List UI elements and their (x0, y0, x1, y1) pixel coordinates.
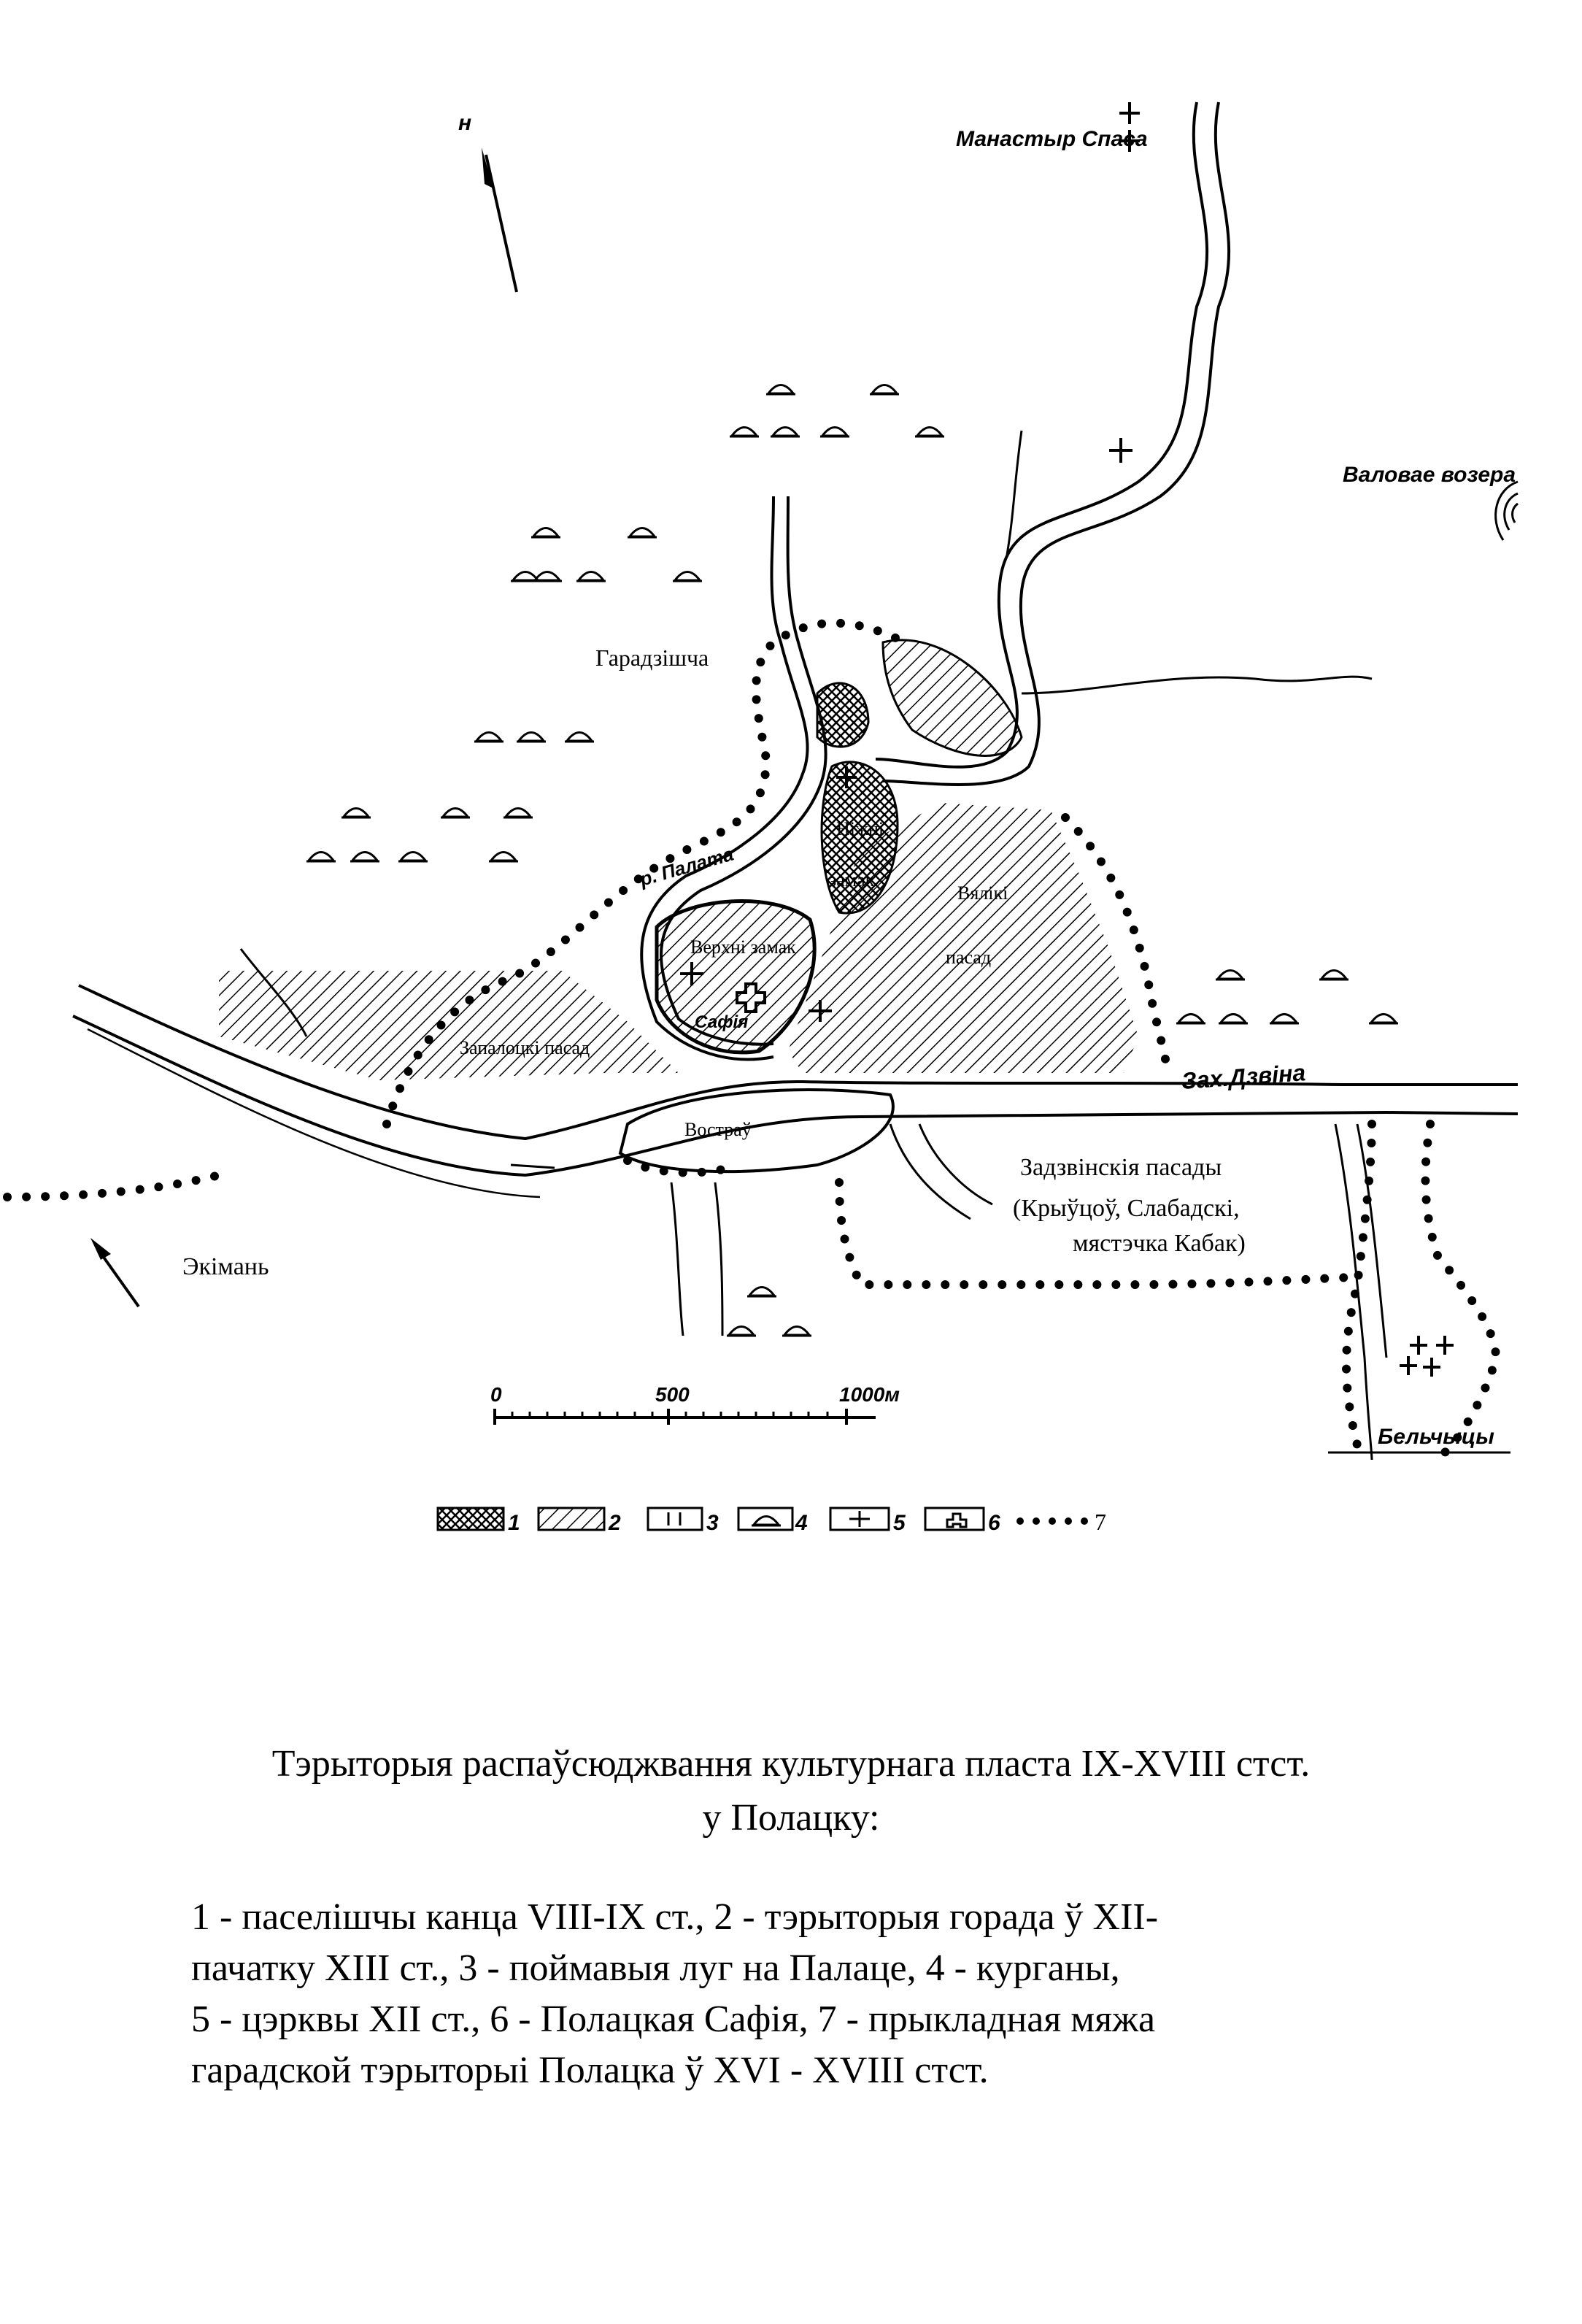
legend-key-6: 6 (988, 1511, 1000, 1535)
legend-line-3: 5 - цэрквы XII ст., 6 - Полацкая Сафія, 7 - прыкладная мяжа (191, 1998, 1156, 2040)
label-monastery-1: Манастыр Спаса (956, 127, 1148, 151)
legend-key-2: 2 (609, 1511, 621, 1535)
caption-title: Тэрыторыя распаўсюджвання культурнага пласта IX-XVIII стст. (271, 1743, 1311, 1785)
kurgan-icon (1219, 1015, 1248, 1024)
kurgan-icon (673, 572, 702, 582)
hillfort-hatched-area (883, 640, 1022, 756)
legend-key-4: 4 (795, 1511, 808, 1535)
kurgan-icon (1176, 1015, 1205, 1024)
church-icon (1410, 1336, 1427, 1355)
church-icon (1119, 102, 1140, 124)
kurgan-icon (576, 572, 606, 582)
label-hillfort: Гарадзішча (595, 645, 709, 671)
legend-swatch-boundary (1016, 1517, 1088, 1525)
kurgan-icon (915, 428, 944, 437)
kurgan-icon (727, 1327, 756, 1336)
legend-key-7: 7 (1095, 1509, 1106, 1535)
kurgan-icon (489, 853, 518, 862)
kurgan-icon (1319, 971, 1348, 980)
label-lakes: Валовае возера (1343, 463, 1516, 487)
legend-description (191, 1892, 1475, 2096)
churches (680, 102, 1454, 1377)
label-zadvinsk-3: мястэчка Кабак) (1073, 1230, 1246, 1257)
church-icon (1109, 438, 1133, 463)
kurgan-icon (820, 428, 849, 437)
label-zadvinsk-1: Задзвінскія пасады (1020, 1154, 1222, 1181)
kurgan-icon (771, 428, 800, 437)
kurgan-icon (306, 853, 336, 862)
kurgan-icon (517, 733, 546, 742)
label-zadvinsk-2: (Крыўцоў, Слабадскі, (1013, 1195, 1240, 1222)
label-upper-castle: Верхні замак (690, 936, 796, 958)
kurgan-icon (531, 528, 560, 538)
ekiman-arrow (90, 1238, 139, 1307)
caption-subtitle: у Полацку: (702, 1797, 880, 1839)
label-great-posad-2: пасад (946, 947, 992, 968)
kurgan-icon (342, 809, 371, 818)
kurgan-icon (1216, 971, 1245, 980)
label-zapalotski: Запалоцкі пасад (460, 1037, 590, 1058)
north-arrow (458, 111, 517, 292)
kurgan-icon (565, 733, 594, 742)
label-dvina: Зах.Дзвіна (1180, 1059, 1307, 1094)
church-icon (1436, 1336, 1454, 1355)
kurgan-icon (350, 853, 379, 862)
map-legend (438, 1508, 1106, 1535)
legend-swatch-sofia (925, 1508, 984, 1530)
kurgan-icon (730, 428, 759, 437)
kurgan-icon (533, 572, 562, 582)
scale-mid: 500 (655, 1383, 690, 1406)
kurgan-icon (398, 853, 428, 862)
church-icon (1400, 1356, 1417, 1375)
kurgan-icon (747, 1288, 776, 1297)
label-palata-river: р. Палата (637, 842, 736, 890)
scale-end: 1000м (839, 1383, 900, 1406)
zapalotski-posad-area (219, 971, 679, 1080)
legend-swatch-meadow (648, 1508, 702, 1530)
legend-key-1: 1 (508, 1511, 520, 1535)
legend-line-4: гарадской тэрыторыі Полацка ў XVI - XVIII стст. (191, 2050, 989, 2091)
scale-bar (490, 1383, 900, 1425)
legend-swatch-kurgan (738, 1508, 792, 1530)
label-great-posad-1: Вялікі (957, 882, 1008, 904)
legend-line-2: пачатку XIII ст., 3 - поймавыя луг на Палаце, 4 - курганы, (191, 1947, 1120, 1989)
label-belchytsy: Бельчыцы (1378, 1425, 1494, 1449)
legend-line-1: 1 - паселішчы канца VIII-IX ст., 2 - тэрыторыя горада ў XII- (191, 1896, 1159, 1938)
kurgan-icon (782, 1327, 811, 1336)
kurgan-icon (474, 733, 503, 742)
label-sofia: Сафія (695, 1012, 749, 1032)
label-lower-castle-2: замак (829, 869, 875, 890)
kurgan-icon (870, 385, 899, 395)
label-lower-castle-1: Ніжні (836, 818, 884, 839)
scale-zero: 0 (490, 1383, 502, 1406)
church-icon (1423, 1358, 1440, 1377)
legend-swatch-settlement (438, 1508, 503, 1530)
lakes-icon (1496, 482, 1518, 540)
north-label: н (458, 111, 472, 135)
kurgan-icon (503, 809, 533, 818)
kurgan-icon (1369, 1015, 1398, 1024)
legend-swatch-city (539, 1508, 604, 1530)
legend-key-3: 3 (706, 1511, 719, 1535)
kurgan-icon (441, 809, 470, 818)
legend-swatch-church (830, 1508, 889, 1530)
kurgan-icon (1270, 1015, 1299, 1024)
label-ekiman: Экімань (182, 1253, 269, 1280)
legend-key-5: 5 (893, 1511, 906, 1535)
label-island: Востраў (684, 1119, 752, 1140)
kurgan-icon (766, 385, 795, 395)
kurgan-icon (628, 528, 657, 538)
